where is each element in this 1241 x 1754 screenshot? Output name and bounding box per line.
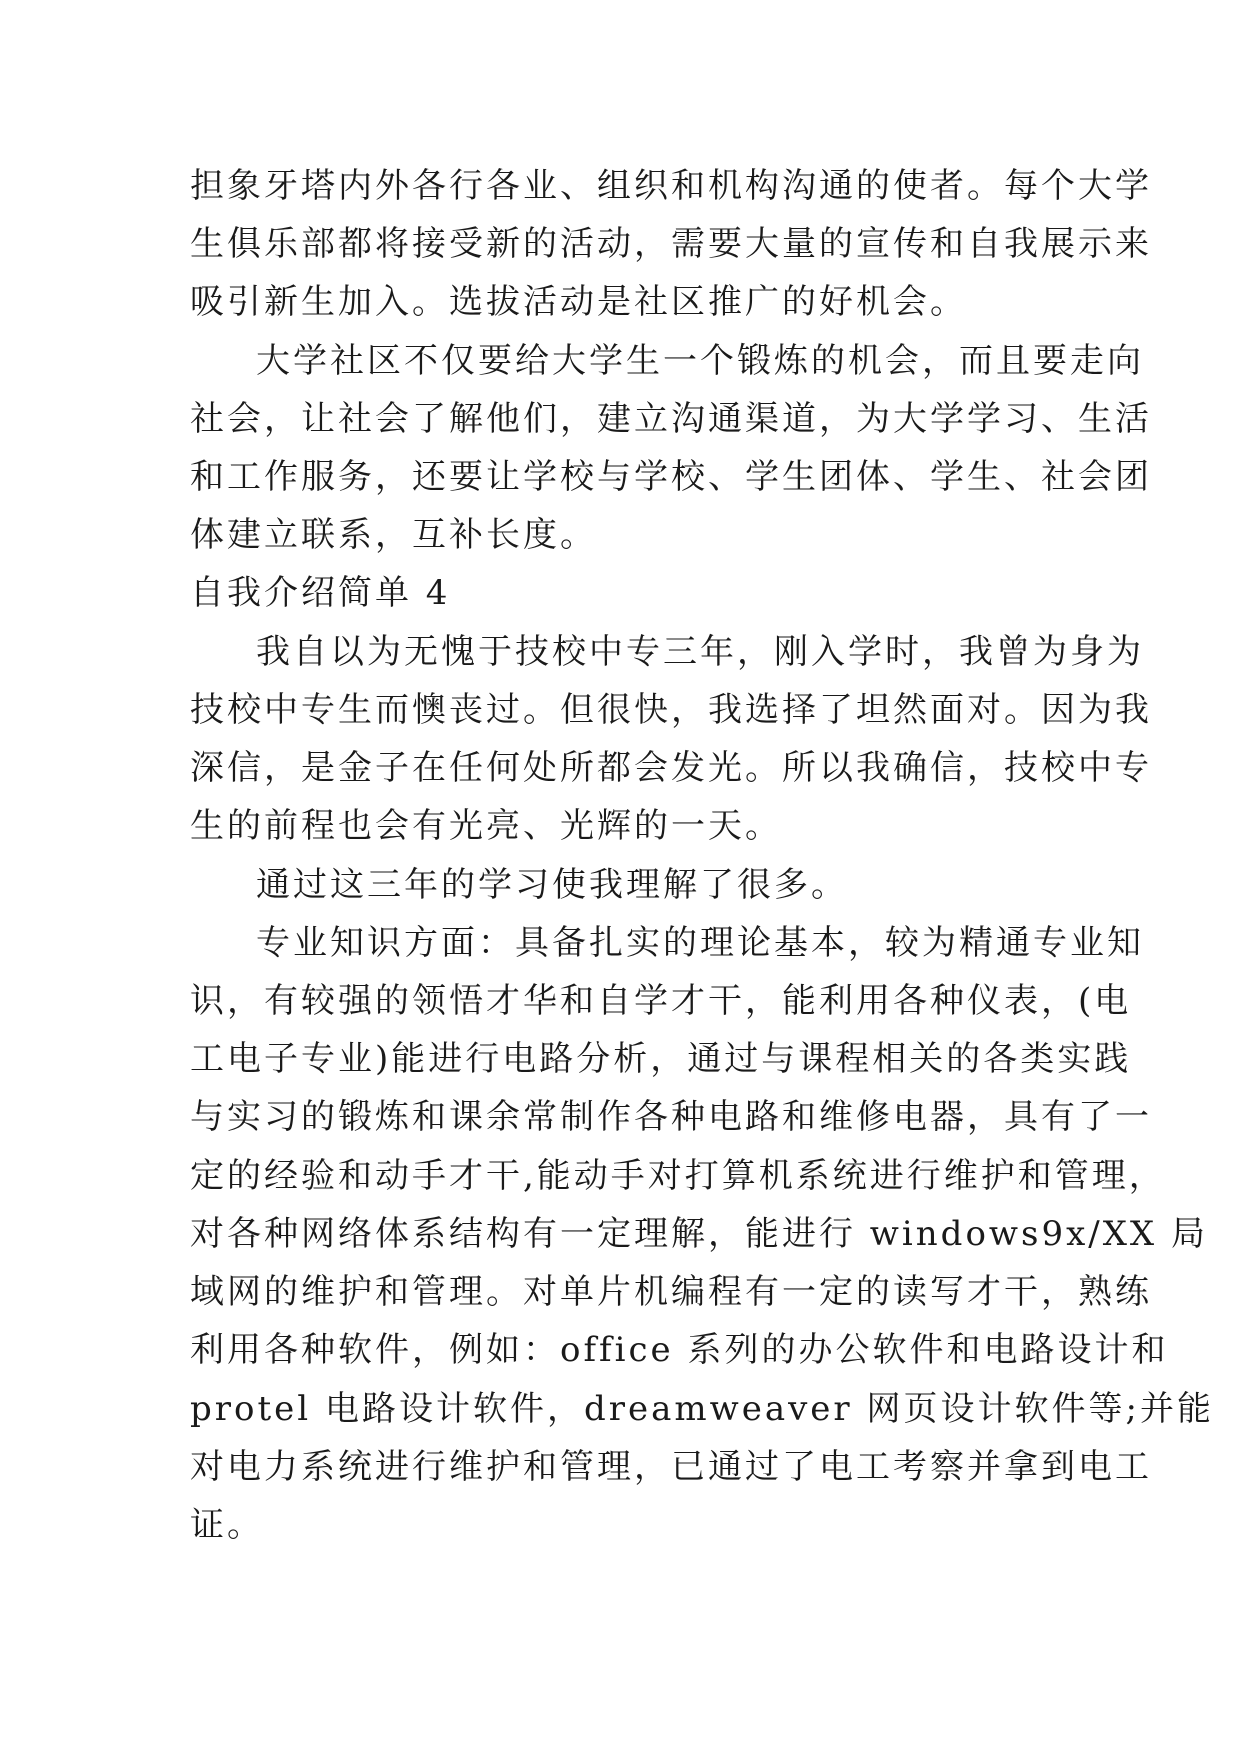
paragraph-line: 对电力系统进行维护和管理，已通过了电工考察并拿到电工 (190, 1447, 1152, 1487)
paragraph-line: 利用各种软件，例如：office 系列的办公软件和电路设计和 (190, 1330, 1169, 1370)
paragraph-line: 社会，让社会了解他们，建立沟通渠道，为大学学习、生活 (190, 399, 1152, 439)
paragraph-line: 大学社区不仅要给大学生一个锻炼的机会，而且要走向 (256, 341, 1144, 381)
paragraph-line: 吸引新生加入。选拔活动是社区推广的好机会。 (190, 282, 967, 322)
paragraph-line: 深信，是金子在任何处所都会发光。所以我确信，技校中专 (190, 748, 1152, 788)
paragraph-line: 生的前程也会有光亮、光辉的一天。 (190, 806, 782, 846)
section-heading: 自我介绍简单 4 (190, 573, 451, 613)
paragraph-line: 担象牙塔内外各行各业、组织和机构沟通的使者。每个大学 (190, 166, 1152, 206)
paragraph-line: 工电子专业)能进行电路分析，通过与课程相关的各类实践 (190, 1039, 1132, 1079)
paragraph-line: 通过这三年的学习使我理解了很多。 (256, 865, 848, 905)
paragraph-line: 体建立联系，互补长度。 (190, 515, 597, 555)
paragraph-line: 技校中专生而懊丧过。但很快，我选择了坦然面对。因为我 (190, 690, 1152, 730)
paragraph-line: 定的经验和动手才干,能动手对打算机系统进行维护和管理， (190, 1156, 1166, 1196)
paragraph-line: 证。 (190, 1505, 264, 1545)
paragraph-line: 对各种网络体系结构有一定理解，能进行 windows9x/XX 局 (190, 1214, 1208, 1254)
paragraph-line: 与实习的锻炼和课余常制作各种电路和维修电器，具有了一 (190, 1097, 1152, 1137)
paragraph-line: 识，有较强的领悟才华和自学才干，能利用各种仪表，(电 (190, 981, 1132, 1021)
paragraph-line: protel 电路设计软件，dreamweaver 网页设计软件等;并能 (190, 1389, 1214, 1429)
paragraph-line: 域网的维护和管理。对单片机编程有一定的读写才干，熟练 (190, 1272, 1152, 1312)
paragraph-line: 生俱乐部都将接受新的活动，需要大量的宣传和自我展示来 (190, 224, 1152, 264)
paragraph-line: 我自以为无愧于技校中专三年，刚入学时，我曾为身为 (256, 632, 1144, 672)
paragraph-line: 专业知识方面：具备扎实的理论基本，较为精通专业知 (256, 923, 1144, 963)
paragraph-line: 和工作服务，还要让学校与学校、学生团体、学生、社会团 (190, 457, 1152, 497)
